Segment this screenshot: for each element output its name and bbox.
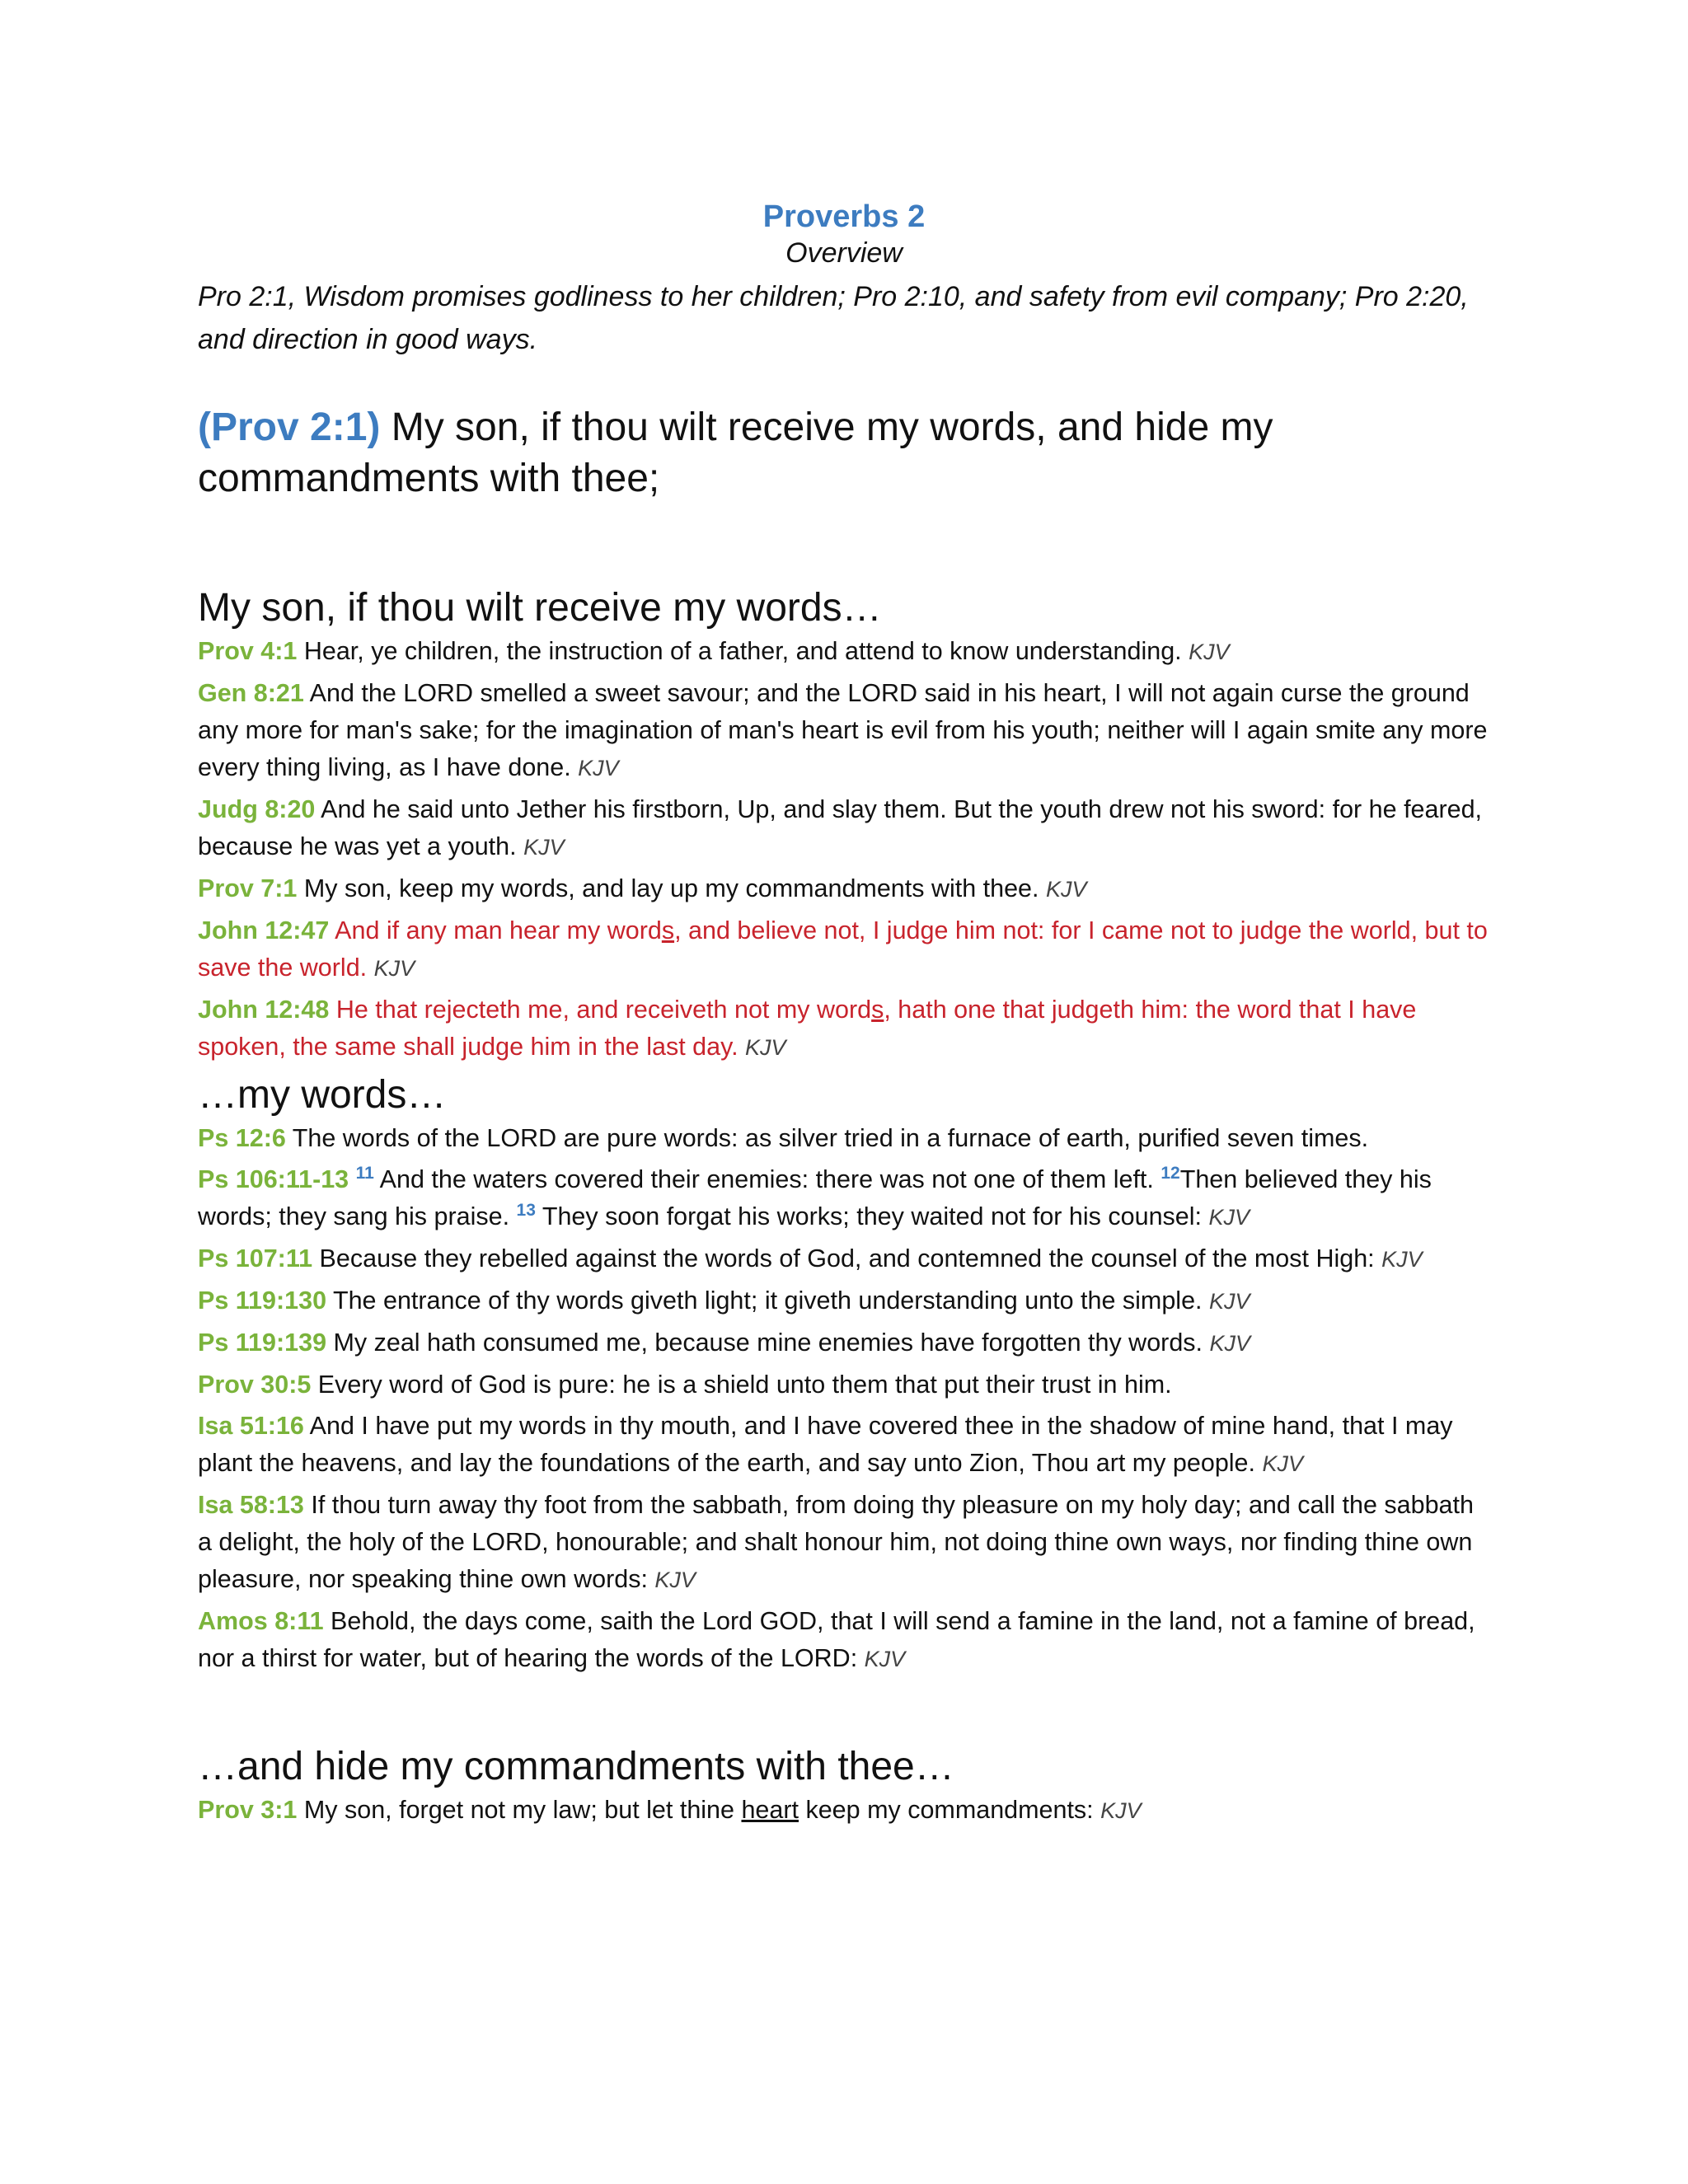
verse-text: My son, if thou wilt receive my words, and hide my commandments with thee; [198, 405, 1273, 500]
scripture-ref: Prov 4:1 [198, 637, 298, 665]
scripture-text: Then believed they his words; they sang his praise. [198, 1165, 1432, 1230]
scripture-text: The entrance of thy words giveth light; it giveth understanding unto the simple. [326, 1286, 1209, 1315]
scripture-text [198, 996, 1416, 1061]
scripture-ref: Ps 107:11 [198, 1244, 313, 1272]
scripture-ref: John 12:48 [198, 996, 330, 1024]
scripture-ref: Ps 119:130 [198, 1286, 327, 1315]
scripture-text-part: He that rejecteth me, and receiveth not my word [329, 996, 872, 1024]
scripture-ref: Ps 119:139 [198, 1329, 327, 1357]
section-heading-my-words: …my words… [198, 1073, 447, 1117]
cross-reference-entry [198, 1603, 1490, 1678]
scripture-text: Behold, the days come, saith the Lord GOD, that I will send a famine in the land, not a famine of bread, nor a thirst for water, but of hearing the words of the LORD: [198, 1607, 1475, 1672]
scripture-ref: Prov 3:1 [198, 1796, 298, 1824]
cross-reference-list [198, 1120, 1490, 1678]
underlined-text: heart [741, 1796, 799, 1824]
version-tag: KJV [1208, 1205, 1250, 1230]
document-page [198, 198, 1490, 1834]
cross-reference-entry [198, 791, 1490, 866]
page-title: Proverbs 2 [762, 199, 926, 234]
section-heading-hide-commandments: …and hide my commandments with thee… [198, 1745, 954, 1788]
version-tag: KJV [864, 1647, 906, 1671]
scripture-text-part: And if any man hear my word [329, 916, 662, 944]
cross-reference-entry [198, 675, 1490, 787]
scripture-text [297, 1796, 1100, 1824]
scripture-ref: John 12:47 [198, 916, 330, 944]
version-tag: KJV [745, 1035, 786, 1060]
verse-ref: (Prov 2:1) [198, 405, 381, 449]
cross-reference-entry [198, 1282, 1490, 1320]
scripture-text: Every word of God is pure: he is a shield unto them that put their trust in him. [311, 1371, 1172, 1399]
scripture-ref: Amos 8:11 [198, 1607, 324, 1635]
cross-reference-entry [198, 1240, 1490, 1278]
version-tag: KJV [1381, 1247, 1423, 1272]
section-heading-receive-words: My son, if thou wilt receive my words… [198, 586, 882, 630]
scripture-text-part: , and believe not, I judge him not: for I came not to judge the world, but to save the world. [198, 916, 1488, 982]
verse-number: 11 [355, 1163, 374, 1183]
scripture-ref: Prov 7:1 [198, 874, 298, 902]
scripture-text: They soon forgat his works; they waited not for his counsel: [535, 1202, 1209, 1230]
verse-number: 12 [1160, 1163, 1180, 1183]
version-tag: KJV [1262, 1451, 1304, 1476]
cross-reference-entry [198, 1408, 1490, 1483]
scripture-text: And he said unto Jether his firstborn, Up, and slay them. But the youth drew not his sword: for he feared, because he was yet a youth. [198, 795, 1483, 860]
page-subtitle: Overview [785, 237, 903, 269]
scripture-ref: Ps 106:11-13 [198, 1165, 349, 1193]
scripture-ref: Prov 30:5 [198, 1371, 312, 1399]
underlined-text: s [871, 996, 884, 1024]
scripture-text: And I have put my words in thy mouth, and I have covered thee in the shadow of mine hand, that I may plant the heavens, and lay the foundations of the earth, and say unto Zion, Thou art my people. [198, 1412, 1453, 1477]
cross-reference-list [198, 1792, 1490, 1830]
scripture-text-part: , hath one that judgeth him: the word that I have spoken, the same shall judge him in the last day. [198, 996, 1417, 1061]
scripture-text: The words of the LORD are pure words: as silver tried in a furnace of earth, purified seven times. [285, 1124, 1369, 1152]
scripture-text: My zeal hath consumed me, because mine enemies have forgotten thy words. [326, 1329, 1210, 1357]
cross-reference-entry [198, 1324, 1490, 1362]
cross-reference-entry [198, 870, 1490, 908]
version-tag: KJV [1189, 640, 1230, 664]
underlined-text: s [661, 916, 675, 944]
cross-reference-entry [198, 1120, 1490, 1157]
cross-reference-entry [198, 633, 1490, 671]
version-tag: KJV [654, 1568, 696, 1592]
scripture-text: And the LORD smelled a sweet savour; and the LORD said in his heart, I will not again curse the ground any more for man's sake; for the imagination of man's heart is evil from his youth; neither will I again smite any more every thing living, as I have done. [198, 679, 1488, 781]
version-tag: KJV [1100, 1798, 1142, 1823]
cross-reference-entry [198, 1487, 1490, 1599]
overview-text: Pro 2:1, Wisdom promises godliness to her children; Pro 2:10, and safety from evil company; Pro 2:20, and direction in good ways. [198, 281, 1469, 355]
cross-reference-entry [198, 1366, 1490, 1404]
version-tag: KJV [1045, 877, 1087, 902]
scripture-ref: Gen 8:21 [198, 679, 304, 707]
version-tag: KJV [578, 756, 619, 780]
cross-reference-entry [198, 1161, 1490, 1236]
cross-reference-entry [198, 912, 1490, 987]
verse-number: 13 [516, 1200, 536, 1220]
scripture-ref: Isa 51:16 [198, 1412, 304, 1440]
verse-heading [198, 402, 1490, 504]
scripture-text: And the waters covered their enemies: there was not one of them left. [373, 1165, 1161, 1193]
scripture-text-part: keep my commandments: [799, 1796, 1101, 1824]
scripture-ref: Ps 12:6 [198, 1124, 286, 1152]
scripture-text: Because they rebelled against the words of God, and contemned the counsel of the most High: [312, 1244, 1382, 1272]
cross-reference-list [198, 633, 1490, 1066]
version-tag: KJV [373, 956, 415, 981]
cross-reference-entry [198, 991, 1490, 1066]
version-tag: KJV [1209, 1289, 1250, 1314]
scripture-text: Hear, ye children, the instruction of a father, and attend to know understanding. [297, 637, 1189, 665]
scripture-text: My son, keep my words, and lay up my commandments with thee. [297, 874, 1046, 902]
scripture-text-part: My son, forget not my law; but let thine [297, 1796, 742, 1824]
scripture-ref: Judg 8:20 [198, 795, 316, 823]
scripture-text: If thou turn away thy foot from the sabbath, from doing thy pleasure on my holy day; and call the sabbath a delight, the holy of the LORD, honourable; and shalt honour him, not doing thine own ways, nor finding thine own pleasure, nor speaking thine own words: [198, 1491, 1474, 1593]
scripture-ref: Isa 58:13 [198, 1491, 304, 1519]
version-tag: KJV [1209, 1331, 1251, 1356]
cross-reference-entry [198, 1792, 1490, 1830]
version-tag: KJV [523, 835, 565, 860]
